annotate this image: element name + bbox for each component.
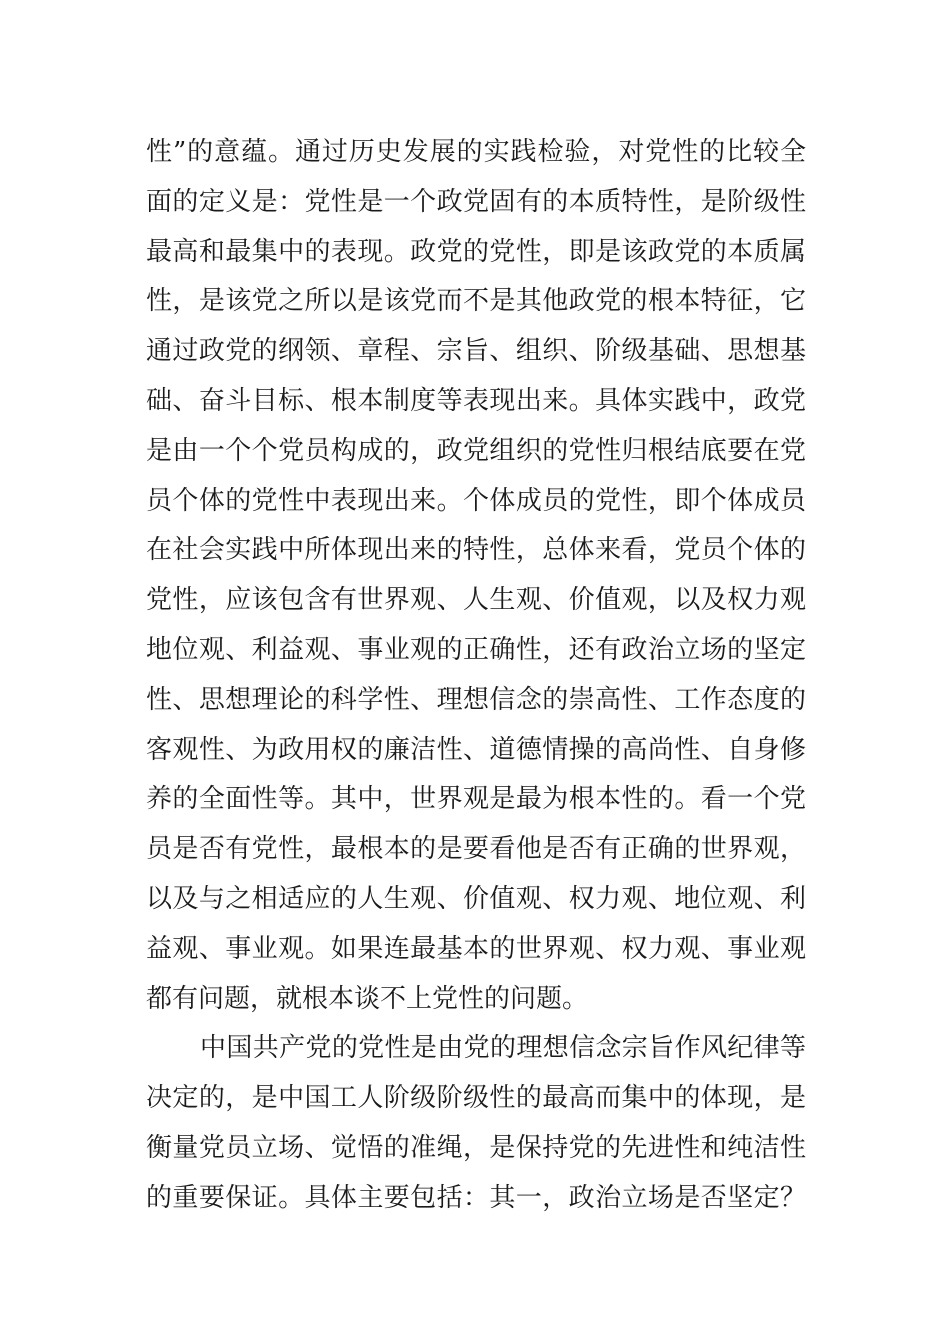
paragraph-line: 面的定义是：党性是一个政党固有的本质特性，是阶级性 xyxy=(146,186,806,217)
paragraph-line: 决定的，是中国工人阶级阶级性的最高而集中的体现，是 xyxy=(146,1083,806,1114)
paragraph-line: 是由一个个党员构成的，政党组织的党性归根结底要在党 xyxy=(146,435,806,466)
document-body xyxy=(146,128,806,1224)
paragraph-2 xyxy=(146,1024,806,1223)
paragraph-line: 客观性、为政用权的廉洁性、道德情操的高尚性、自身修 xyxy=(146,734,806,765)
paragraph-line: 地位观、利益观、事业观的正确性，还有政治立场的坚定 xyxy=(146,634,806,665)
paragraph-line: 党性，应该包含有世界观、人生观、价值观，以及权力观 xyxy=(146,585,806,616)
paragraph-line: 通过政党的纲领、章程、宗旨、组织、阶级基础、思想基 xyxy=(146,336,806,367)
paragraph-line: 以及与之相适应的人生观、价值观、权力观、地位观、利 xyxy=(146,883,806,914)
paragraph-line: 的重要保证。具体主要包括：其一，政治立场是否坚定？ xyxy=(146,1182,806,1213)
paragraph-line: 础、奋斗目标、根本制度等表现出来。具体实践中，政党 xyxy=(146,385,806,416)
paragraph-line: 性”的意蕴。通过历史发展的实践检验，对党性的比较全 xyxy=(146,137,806,167)
paragraph-line: 员是否有党性，最根本的是要看他是否有正确的世界观， xyxy=(146,834,806,865)
paragraph-line: 员个体的党性中表现出来。个体成员的党性，即个体成员 xyxy=(146,485,806,516)
paragraph-line: 最高和最集中的表现。政党的党性，即是该政党的本质属 xyxy=(146,236,806,267)
paragraph-line: 在社会实践中所体现出来的特性，总体来看，党员个体的 xyxy=(146,535,806,566)
paragraph-line: 养的全面性等。其中，世界观是最为根本性的。看一个党 xyxy=(146,784,806,815)
paragraph-line: 益观、事业观。如果连最基本的世界观、权力观、事业观 xyxy=(146,933,806,964)
paragraph-line: 衡量党员立场、觉悟的准绳，是保持党的先进性和纯洁性 xyxy=(146,1132,806,1163)
paragraph-line: 中国共产党的党性是由党的理想信念宗旨作风纪律等 xyxy=(200,1033,806,1064)
paragraph-line: 性，是该党之所以是该党而不是其他政党的根本特征，它 xyxy=(146,286,806,317)
paragraph-1 xyxy=(146,128,806,1024)
paragraph-line: 性、思想理论的科学性、理想信念的崇高性、工作态度的 xyxy=(146,684,806,715)
paragraph-line: 都有问题，就根本谈不上党性的问题。 xyxy=(146,983,589,1014)
